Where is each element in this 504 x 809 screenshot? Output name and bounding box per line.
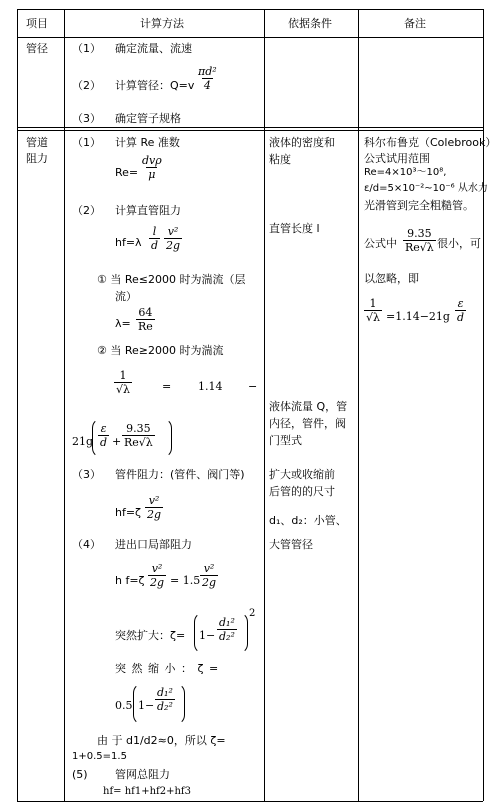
header-conditions: 依据条件 bbox=[288, 17, 332, 30]
contraction-coef: 0.5 bbox=[115, 699, 133, 712]
s4-mid: = 1.5 bbox=[170, 574, 201, 587]
case2-lambda-fraction bbox=[114, 370, 132, 395]
note-frac2-den: √λ bbox=[366, 311, 380, 324]
hf-f2-den: 2g bbox=[166, 239, 181, 252]
col-border-0 bbox=[17, 9, 18, 801]
pd-step3-text: 确定管子规格 bbox=[115, 112, 181, 125]
s4-fraction-1 bbox=[148, 563, 166, 588]
hf-f1-num: l bbox=[152, 225, 157, 238]
hf-f1-den: d bbox=[151, 239, 159, 252]
cond-flow-3: 门型式 bbox=[269, 434, 302, 447]
note-frac3-num: ε bbox=[457, 297, 464, 310]
case2-f-num: 1 bbox=[119, 369, 127, 382]
case2-text: ② 当 Re≥2000 时为湍流 bbox=[97, 344, 224, 357]
since-text2: 1+0.5=1.5 bbox=[72, 751, 127, 762]
res-step4-text: 进出口局部阻力 bbox=[115, 538, 192, 551]
case1-fraction bbox=[136, 307, 155, 332]
note-line-4: ε/d=5×10⁻²~10⁻⁶ 从水力 bbox=[364, 183, 488, 194]
re-num: dvρ bbox=[142, 154, 162, 167]
s4-f2-den: 2g bbox=[202, 576, 217, 589]
note-frac1-num: 9.35 bbox=[407, 227, 432, 240]
note-fraction-2 bbox=[364, 298, 382, 323]
s4-lhs: h f=ζ bbox=[115, 574, 145, 587]
header-notes: 备注 bbox=[404, 17, 426, 30]
note-line-7: 以忽略，即 bbox=[364, 272, 419, 285]
note-line-1: 科尔布鲁克（Colebrook） bbox=[364, 136, 497, 149]
item-resistance-1: 管道 bbox=[26, 136, 48, 149]
expansion-one: 1− bbox=[199, 629, 216, 642]
case2-f-den: √λ bbox=[116, 383, 130, 396]
col-border-3 bbox=[358, 9, 359, 801]
re-fraction bbox=[140, 155, 164, 180]
res-step5-num: (5) bbox=[72, 768, 88, 781]
note-line-6b: 很小，可 bbox=[437, 237, 481, 250]
contraction-num: d₁² bbox=[157, 686, 173, 699]
note-line-2: 公式试用范围 bbox=[364, 152, 430, 165]
res-step3-text: 管件阻力：(管件、阀门等) bbox=[115, 468, 245, 481]
case2-val: 1.14 bbox=[198, 380, 223, 393]
case2-lg: 21g bbox=[72, 435, 94, 448]
cond-flow-1: 液体流量 Q，管 bbox=[269, 400, 348, 413]
header-bottom-border bbox=[17, 37, 483, 38]
case2-e-den: d bbox=[100, 436, 108, 449]
re-den: μ bbox=[148, 168, 156, 181]
case2-minus: − bbox=[248, 380, 258, 393]
item-resistance-2: 阻力 bbox=[26, 152, 48, 165]
s4-f-den: 2g bbox=[150, 576, 165, 589]
col-border-1 bbox=[64, 9, 65, 801]
note-frac3-den: d bbox=[457, 311, 465, 324]
header-item: 项目 bbox=[26, 17, 48, 30]
expansion-fraction bbox=[217, 617, 237, 642]
contraction-one: 1− bbox=[138, 699, 155, 712]
col-border-4 bbox=[483, 9, 484, 801]
cond-density-2: 粘度 bbox=[269, 153, 291, 166]
res-step4-num: （4） bbox=[72, 538, 101, 551]
s3-den: 2g bbox=[147, 508, 162, 521]
hf-f2-num: v² bbox=[167, 225, 179, 238]
pd-area-num: πd² bbox=[198, 65, 217, 78]
case2-e-fraction bbox=[98, 423, 109, 448]
cond-size-2: 后管的的尺寸 bbox=[269, 485, 335, 498]
res-step3-num: （3） bbox=[72, 468, 101, 481]
note-line-6a: 公式中 bbox=[364, 237, 397, 250]
cond-size-3: d₁、d₂：小管、 bbox=[269, 514, 347, 527]
expansion-sq: 2 bbox=[249, 608, 256, 619]
hf-fraction-1 bbox=[149, 226, 160, 251]
cond-size-4: 大管管径 bbox=[269, 538, 313, 551]
s4-f-num: v² bbox=[151, 562, 163, 575]
case2-plus: + bbox=[112, 435, 122, 448]
table-top-border bbox=[17, 9, 483, 10]
row1-bottom-border bbox=[17, 127, 483, 128]
pd-area-fraction bbox=[196, 66, 219, 91]
since-text: 由 于 d1/d2≈0，所以 ζ= bbox=[97, 734, 226, 747]
note-line-5: 光滑管到完全粗糙管。 bbox=[364, 199, 474, 212]
res-step1-num: （1） bbox=[72, 136, 101, 149]
s3-fraction bbox=[145, 495, 163, 520]
pd-step2-num: （2） bbox=[72, 79, 101, 92]
case1-lhs: λ= bbox=[115, 317, 131, 330]
case2-r-num: 9.35 bbox=[126, 422, 151, 435]
res-step2-text: 计算直管阻力 bbox=[115, 204, 181, 217]
row1-bottom-border-2 bbox=[17, 130, 483, 131]
contraction-den: d₂² bbox=[157, 700, 173, 713]
case2-e-num: ε bbox=[100, 422, 107, 435]
total-formula: hf= hf1+hf2+hf3 bbox=[103, 786, 191, 797]
s3-lhs: hf=ζ bbox=[115, 506, 142, 519]
contraction-text: 突 然 缩 小 ： ζ = bbox=[115, 662, 219, 675]
res-step2-num: （2） bbox=[72, 204, 101, 217]
res-step1-text: 计算 Re 准数 bbox=[115, 136, 180, 149]
hf-lhs: hf=λ bbox=[115, 236, 142, 249]
col-border-2 bbox=[264, 9, 265, 801]
s3-num: v² bbox=[148, 494, 160, 507]
case1-den: Re bbox=[138, 320, 153, 333]
note-line-3: Re=4×10³～10⁸, bbox=[364, 167, 447, 178]
case1-text2: 流） bbox=[115, 290, 137, 303]
cond-density-1: 液体的密度和 bbox=[269, 136, 335, 149]
note-fraction-3 bbox=[455, 298, 466, 323]
pd-step1-num: （1） bbox=[72, 42, 101, 55]
case1-text: ① 当 Re≤2000 时为湍流（层 bbox=[97, 273, 246, 286]
hf-fraction-2 bbox=[164, 226, 182, 251]
expansion-den: d₂² bbox=[219, 630, 235, 643]
pd-step2-text: 计算管径：Q=v bbox=[115, 79, 195, 92]
case1-num: 64 bbox=[138, 306, 153, 319]
note-frac1-den: Re√λ bbox=[405, 241, 434, 254]
note-line-8: =1.14−21g bbox=[386, 310, 450, 323]
pd-step3-num: （3） bbox=[72, 112, 101, 125]
expansion-num: d₁² bbox=[219, 616, 235, 629]
cond-flow-2: 内径，管件，阀 bbox=[269, 417, 346, 430]
note-fraction-1 bbox=[403, 228, 436, 253]
cond-length: 直管长度 l bbox=[269, 222, 320, 235]
case2-eq: = bbox=[162, 380, 172, 393]
res-step5-text: 管网总阻力 bbox=[115, 768, 170, 781]
cond-size-1: 扩大或收缩前 bbox=[269, 468, 335, 481]
header-method: 计算方法 bbox=[140, 17, 184, 30]
item-pipe-diameter: 管径 bbox=[26, 42, 48, 55]
table-bottom-border bbox=[17, 801, 483, 802]
case2-r-fraction bbox=[122, 423, 155, 448]
s4-fraction-2 bbox=[200, 563, 218, 588]
s4-f2-num: v² bbox=[203, 562, 215, 575]
case2-r-den: Re√λ bbox=[124, 436, 153, 449]
re-lhs: Re= bbox=[115, 166, 139, 179]
contraction-fraction bbox=[155, 687, 175, 712]
pd-step1-text: 确定流量、流速 bbox=[115, 42, 192, 55]
pd-area-den: 4 bbox=[203, 79, 211, 92]
note-frac2-num: 1 bbox=[369, 297, 377, 310]
expansion-text: 突然扩大：ζ= bbox=[115, 629, 186, 642]
